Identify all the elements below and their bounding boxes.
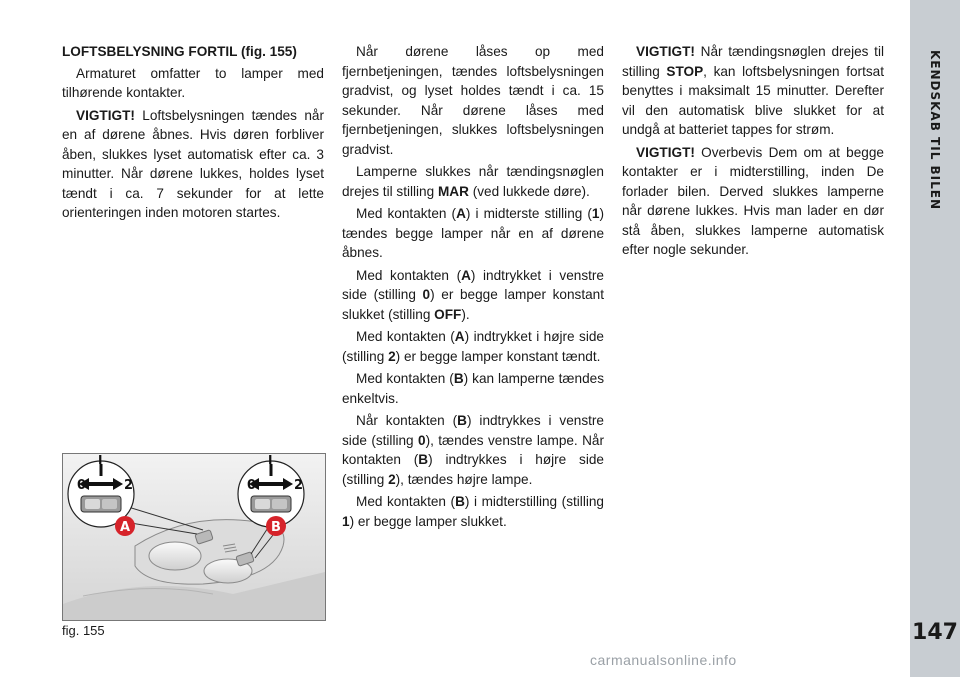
text: ) er begge lamper konstant tændt. xyxy=(395,348,601,364)
switch-b-pos-left: 0 xyxy=(247,478,257,493)
text: ) indtrykket i venstre side (stilling xyxy=(342,267,604,302)
text: Med kontakten ( xyxy=(356,267,462,283)
paragraph xyxy=(342,411,604,489)
paragraph: Når dørene låses op med fjernbetjeningen, tændes loftsbelysningen gradvist, og lyset holdes tændt i ca. 15 sekunder. Når dørene låses med fjernbetjeningen, slukkes loftsbelysningen gradvist. xyxy=(342,44,604,157)
switch-ref: B xyxy=(455,494,465,509)
text: Med kontakten ( xyxy=(356,206,457,221)
position-ref: 2 xyxy=(388,348,396,364)
position-ref: 0 xyxy=(418,432,426,448)
text: ) er begge lamper slukket. xyxy=(349,513,507,529)
paragraph xyxy=(62,106,324,223)
text: ). xyxy=(461,306,470,322)
switch-a-pos-mid: I xyxy=(98,454,103,467)
paragraph xyxy=(622,143,884,260)
text: Overbevis Dem om at begge kontakter er i midterstilling, inden De forlader bilen. Derved slukkes lamperne når dørene lukkes. Hvis man lader en dør stå åben, slukkes lamperne automatisk efter nogle sekunder. xyxy=(622,144,884,257)
switch-b-pos-right: 2 xyxy=(294,478,304,493)
figure-155 xyxy=(62,453,326,621)
text: ) i midterste stilling ( xyxy=(465,206,592,221)
warning-label: VIGTIGT! xyxy=(76,107,135,123)
switch-b-detail xyxy=(238,461,304,527)
text: Med kontakten ( xyxy=(356,494,456,509)
text: ) tændes begge lamper når en af dørene åbnes. xyxy=(342,206,604,260)
position-ref: 1 xyxy=(342,513,350,529)
position-ref: 1 xyxy=(591,206,600,221)
section-title-text: KENDSKAB TIL BILEN xyxy=(928,49,942,211)
text: Med kontakten ( xyxy=(356,329,455,344)
text: ), tændes højre lampe. xyxy=(395,471,533,487)
switch-b-pos-mid: I xyxy=(268,454,273,467)
ceiling-light-illustration xyxy=(63,454,325,620)
paragraph xyxy=(342,327,604,366)
switch-ref: B xyxy=(453,371,464,386)
paragraph: Armaturet omfatter to lamper med tilhørende kontakter. xyxy=(62,65,324,100)
key-position: MAR xyxy=(437,183,469,199)
text: Med kontakten ( xyxy=(356,371,454,386)
paragraph-text: Loftsbelysningen tændes når en af dørene åbnes. Hvis døren forbliver åben, slukkes lyset automatisk efter ca. 3 minutter. Når dørene lukkes, holdes lyset tændt i ca. 7 sekunder for at lette orienteringen inden motoren startes. xyxy=(62,107,324,220)
text: ) kan lamperne tændes enkeltvis. xyxy=(342,371,604,406)
text: ) indtrykkes i højre side (stilling xyxy=(342,452,604,487)
text: ), tændes venstre lampe. Når kontakten ( xyxy=(342,432,604,467)
paragraph xyxy=(622,42,884,140)
switch-ref: B xyxy=(418,452,429,467)
text: ) i midterstilling (stilling xyxy=(464,494,604,509)
switch-ref: B xyxy=(457,413,467,428)
page-number: 147 xyxy=(912,620,958,645)
badge-b-label: B xyxy=(271,520,281,535)
switch-a-pos-right: 2 xyxy=(124,478,134,493)
text: Når kontakten ( xyxy=(356,413,458,428)
switch-a-pos-left: 0 xyxy=(77,478,87,493)
figure-caption: fig. 155 xyxy=(62,623,105,638)
paragraph xyxy=(342,369,604,408)
text: Lamperne slukkes når tændingsnøglen drejes til stilling xyxy=(342,164,604,199)
text: , kan loftsbelysningen fortsat benyttes i maksimalt 15 minutter. Derefter vil den automatisk blive slukket for at undgå at batteriet tappes for strøm. xyxy=(622,63,884,137)
warning-label: VIGTIGT! xyxy=(636,44,695,59)
text: ) er begge lamper konstant slukket (stilling xyxy=(342,287,605,322)
text: ) indtrykket i højre side (stilling xyxy=(342,329,604,364)
text: ) indtrykkes i venstre side (stilling xyxy=(342,413,604,448)
column-2 xyxy=(342,42,604,534)
position-ref: OFF xyxy=(434,306,462,322)
position-ref: 2 xyxy=(388,471,396,487)
text: (ved lukkede døre). xyxy=(468,183,590,199)
left-lamp xyxy=(149,542,201,570)
paragraph xyxy=(342,162,604,201)
paragraph xyxy=(342,204,604,263)
warning-label: VIGTIGT! xyxy=(636,144,695,160)
paragraph xyxy=(342,266,604,325)
section-heading: LOFTSBELYSNING FORTIL (fig. 155) xyxy=(62,44,297,59)
switch-ref: A xyxy=(461,267,471,283)
switch-ref: A xyxy=(456,206,466,221)
column-1 xyxy=(62,42,324,226)
switch-ref: A xyxy=(454,329,465,344)
watermark: carmanualsonline.info xyxy=(590,652,737,668)
text: Når tændingsnøglen drejes til stilling xyxy=(622,44,884,79)
column-3 xyxy=(622,42,884,263)
section-title xyxy=(922,40,948,220)
badge-a-label: A xyxy=(119,520,131,535)
key-position: STOP xyxy=(666,63,704,79)
position-ref: 0 xyxy=(422,287,431,302)
paragraph xyxy=(342,492,604,531)
